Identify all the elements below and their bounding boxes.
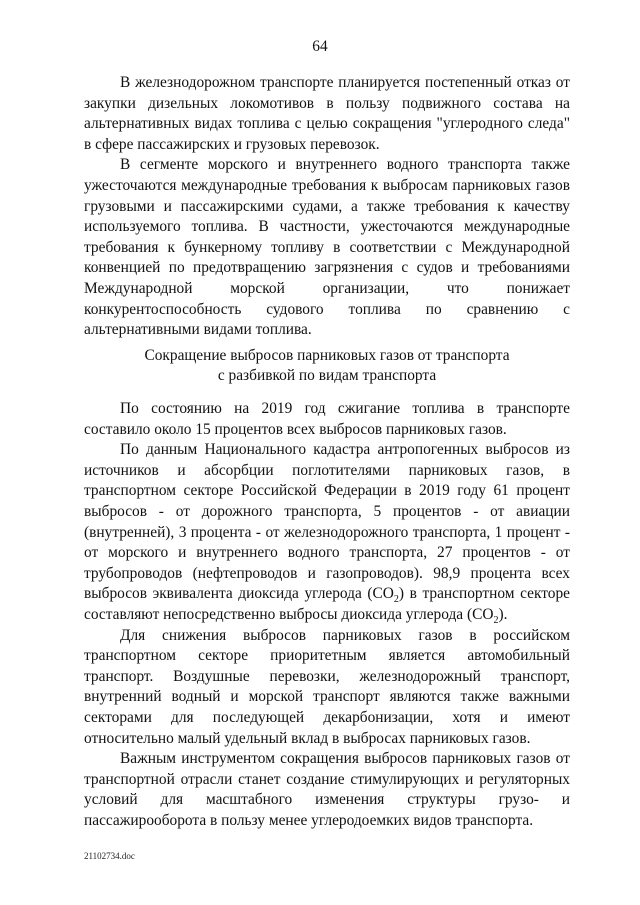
inventory-text-b: ) в транспортном секторе составляют непосредственно выбросы диоксида углерода (CO bbox=[84, 585, 570, 623]
paragraph-2019-share: По состоянию на 2019 год сжигание топлива в транспорте составило около 15 процентов всех выбросов парниковых газов. bbox=[84, 400, 570, 438]
paragraph-maritime: В сегменте морского и внутреннего водного транспорта также ужесточаются международные требования к выбросам парниковых газов грузовыми и пассажирскими судами, а также требования к качеству используемого топлива. В частности, ужесточаются международные требования к бункерному топливу в соответствии с Международной конвенцией по предотвращению загрязнения с судов и требованиями Международной морской организации, что понижает конкурентоспособность судового топлива по сравнению с альтернативными видами топлива. bbox=[84, 156, 570, 339]
bottom-text-block bbox=[84, 399, 570, 831]
inventory-text-a: По данным Национального кадастра антропогенных выбросов из источников и абсорбции поглотителями парниковых газов, в транспортном секторе Российской Федерации в 2019 году 61 процент выбросов - от дорожного транспорта, 5 процентов - от авиации (внутренней), 3 процента - от железнодорожного транспорта, 1 процент - от морского и внутреннего водного транспорта, 27 процентов - от трубопроводов (нефтепроводов и газопроводов). 98,9 процента всех выбросов эквивалента диоксида углерода (CO bbox=[84, 441, 570, 603]
heading-line-1: Сокращение выбросов парниковых газов от транспорта bbox=[144, 347, 510, 364]
inventory-text-c: ). bbox=[498, 605, 508, 623]
document-code: 21102734.doc bbox=[84, 851, 135, 861]
co2-subscript-1: 2 bbox=[393, 594, 399, 606]
page-number: 64 bbox=[312, 38, 328, 55]
paragraph-railway: В железнодорожном транспорте планируется постепенный отказ от закупки дизельных локомотивов в пользу подвижного состава на альтернативных видах топлива с целью сокращения "углеродного следа" в сфере пассажирских и грузовых перевозок. bbox=[84, 74, 570, 153]
paragraph-instrument: Важным инструментом сокращения выбросов парниковых газов от транспортной отрасли станет создание стимулирующих и регуляторных условий для масштабного изменения структуры грузо- и пассажирооборота в пользу менее углеродоемких видов транспорта. bbox=[84, 750, 570, 829]
top-text-block bbox=[84, 73, 570, 341]
heading-line-2: с разбивкой по видам транспорта bbox=[217, 366, 437, 384]
paragraph-priority: Для снижения выбросов парниковых газов в российском транспортном секторе приоритетным является автомобильный транспорт. Воздушные перевозки, железнодорожный транспорт, внутренний водный и морской транспорт являются также важными секторами для последующей декарбонизации, хотя и имеют относительно малый удельный вклад в выбросах парниковых газов. bbox=[84, 626, 570, 747]
section-heading bbox=[84, 346, 570, 385]
paragraph-inventory bbox=[84, 440, 570, 625]
co2-subscript-2: 2 bbox=[493, 615, 499, 627]
